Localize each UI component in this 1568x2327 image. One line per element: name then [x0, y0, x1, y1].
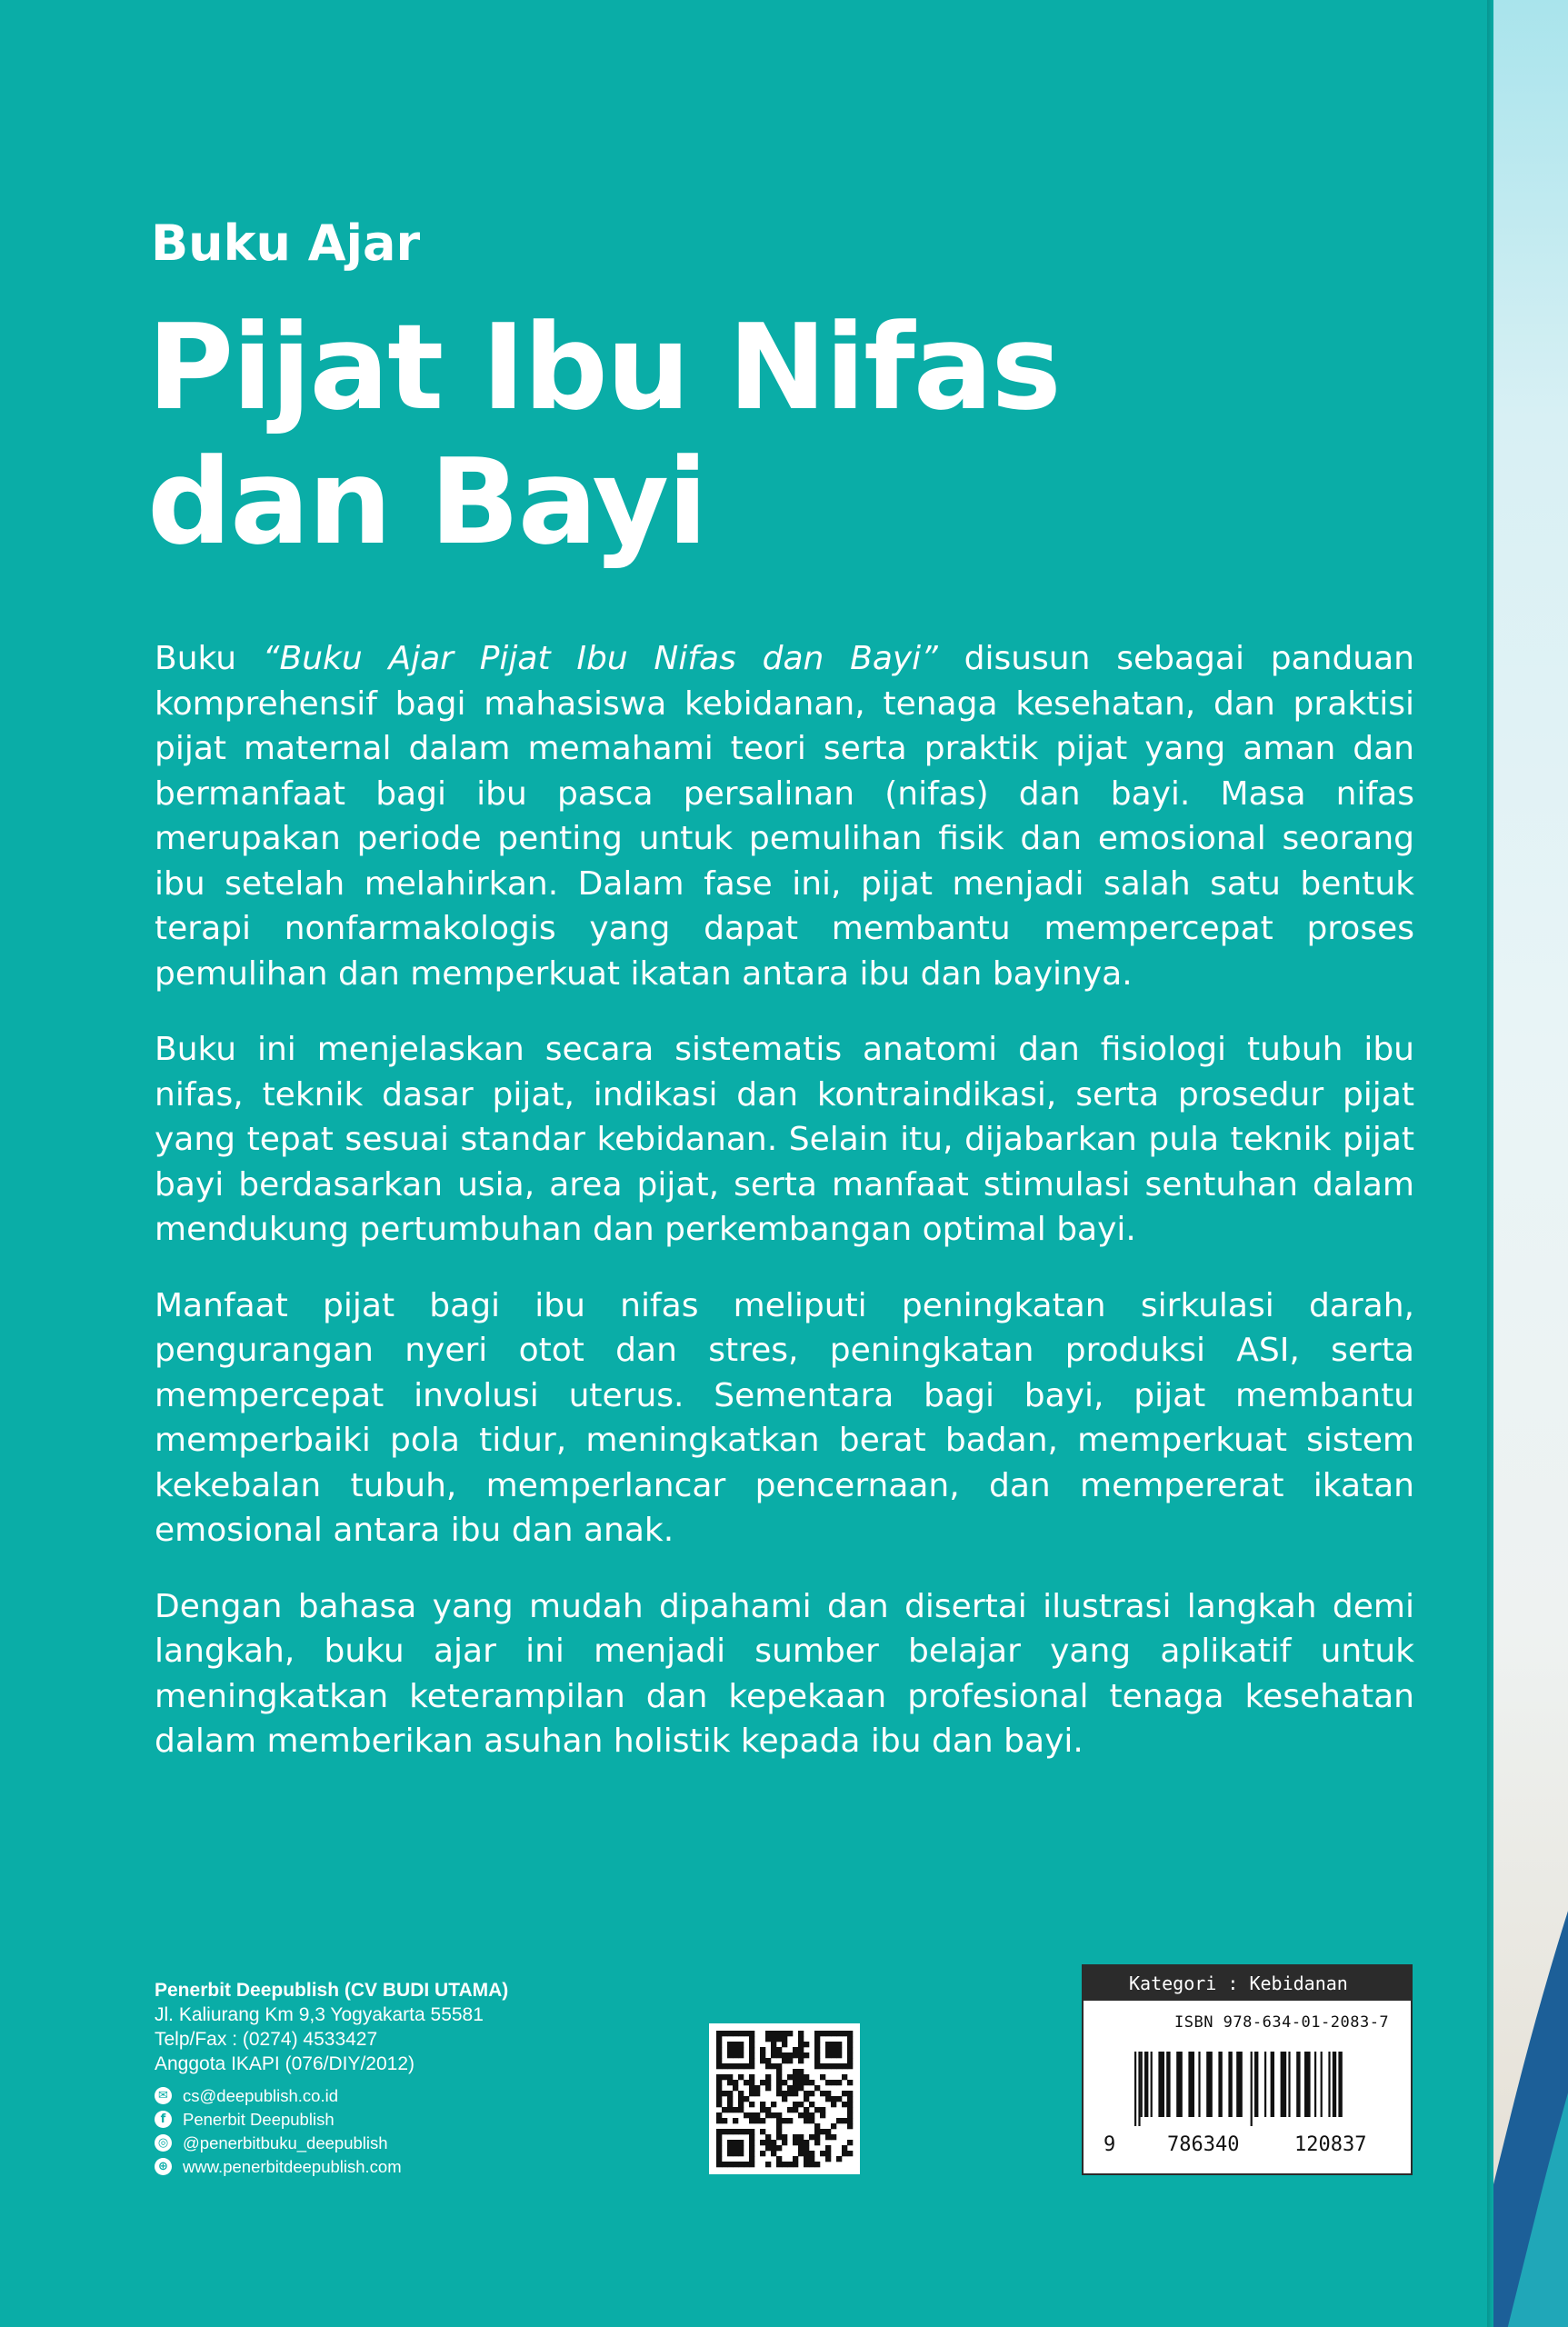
publisher-info: [155, 1978, 508, 2178]
contact-instagram-text: @penerbitbuku_deepublish: [183, 2132, 388, 2152]
publisher-contacts: [155, 2083, 508, 2178]
qr-code: [709, 2023, 860, 2174]
spine-shadow: [1487, 0, 1494, 2327]
publisher-address: Jl. Kaliurang Km 9,3 Yogyakarta 55581: [155, 2004, 484, 2025]
qr-code-graphic: [709, 2023, 860, 2174]
book-series-label: Buku Ajar: [151, 215, 421, 272]
contact-facebook: [155, 2107, 508, 2131]
synopsis-paragraph-1-rest: disusun sebagai panduan komprehensif bagi mahasiswa kebidanan, tenaga kesehatan, dan praktisi pijat maternal dalam memahami teori serta praktik pijat yang aman dan bermanfaat bagi ibu pasca persalinan (nifas) dan bayi. Masa nifas merupakan periode penting untuk pemulihan fisik dan emosional seorang ibu setelah melahirkan. Dalam fase ini, pijat menjadi salah satu bentuk terapi nonfarmakologis yang dapat membantu mempercepat proses pemulihan dan memperkuat ikatan antara ibu dan bayinya.: [155, 640, 1414, 993]
publisher-name: Penerbit Deepublish (CV BUDI UTAMA): [155, 1980, 509, 2001]
synopsis-lead: Buku: [155, 640, 237, 677]
publisher-phone: Telp/Fax : (0274) 4533427: [155, 2029, 378, 2050]
synopsis-paragraph-4: Dengan bahasa yang mudah dipahami dan disertai ilustrasi langkah demi langkah, buku ajar ini menjadi sumber belajar yang aplikatif untuk meningkatkan keterampilan dan kepekaan profesional tenaga kesehatan dalam memberikan asuhan holistik kepada ibu dan bayi.: [155, 1587, 1414, 1760]
publisher-ikapi: Anggota IKAPI (076/DIY/2012): [155, 2053, 415, 2074]
synopsis-paragraph-3: Manfaat pijat bagi ibu nifas meliputi peningkatan sirkulasi darah, pengurangan nyeri otot dan stres, peningkatan produksi ASI, serta mempercepat involusi uterus. Sementara bagi bayi, pijat membantu memperbaiki pola tidur, meningkatkan berat badan, memperkuat sistem kekebalan tubuh, memperlancar pencernaan, dan mempererat ikatan emosional antara ibu dan anak.: [155, 1286, 1414, 1549]
contact-website: [155, 2154, 508, 2178]
ean-first-digit: 9: [1104, 2133, 1116, 2156]
synopsis-paragraph-2: Buku ini menjelaskan secara sistematis anatomi dan fisiologi tubuh ibu nifas, teknik dasar pijat, indikasi dan kontraindikasi, serta prosedur pijat yang tepat sesuai standar kebidanan. Selain itu, dijabarkan pula teknik pijat bayi berdasarkan usia, area pijat, serta manfaat stimulasi sentuhan dalam mendukung pertumbuhan dan perkembangan optimal bayi.: [155, 1031, 1414, 1248]
isbn-barcode-box: [1082, 1964, 1413, 2175]
book-title-line-2: dan Bayi: [147, 433, 706, 571]
contact-website-text: www.penerbitdeepublish.com: [183, 2156, 402, 2176]
ean-right-group: 120837: [1294, 2133, 1367, 2156]
globe-icon: ⊕: [155, 2158, 172, 2175]
synopsis-paragraph-1: [155, 636, 1414, 996]
cover-photo-strip: [1493, 0, 1568, 2327]
contact-email-text: cs@deepublish.co.id: [183, 2085, 338, 2105]
synopsis-book-quote: “Buku Ajar Pijat Ibu Nifas dan Bayi”: [262, 640, 938, 677]
contact-instagram: [155, 2131, 508, 2154]
book-title-line-1: Pijat Ibu Nifas: [147, 298, 1060, 436]
category-label: Kategori : Kebidanan: [1084, 1966, 1411, 2001]
email-icon: ✉: [155, 2087, 172, 2104]
barcode-bars: [1134, 2052, 1394, 2126]
isbn-text: ISBN 978-634-01-2083-7: [1174, 2013, 1390, 2032]
ean-left-group: 786340: [1167, 2133, 1240, 2156]
book-title: [147, 300, 1060, 569]
contact-facebook-text: Penerbit Deepublish: [183, 2109, 335, 2129]
facebook-icon: f: [155, 2111, 172, 2128]
synopsis: [155, 636, 1414, 1795]
contact-email: [155, 2083, 508, 2107]
instagram-icon: ◎: [155, 2134, 172, 2152]
